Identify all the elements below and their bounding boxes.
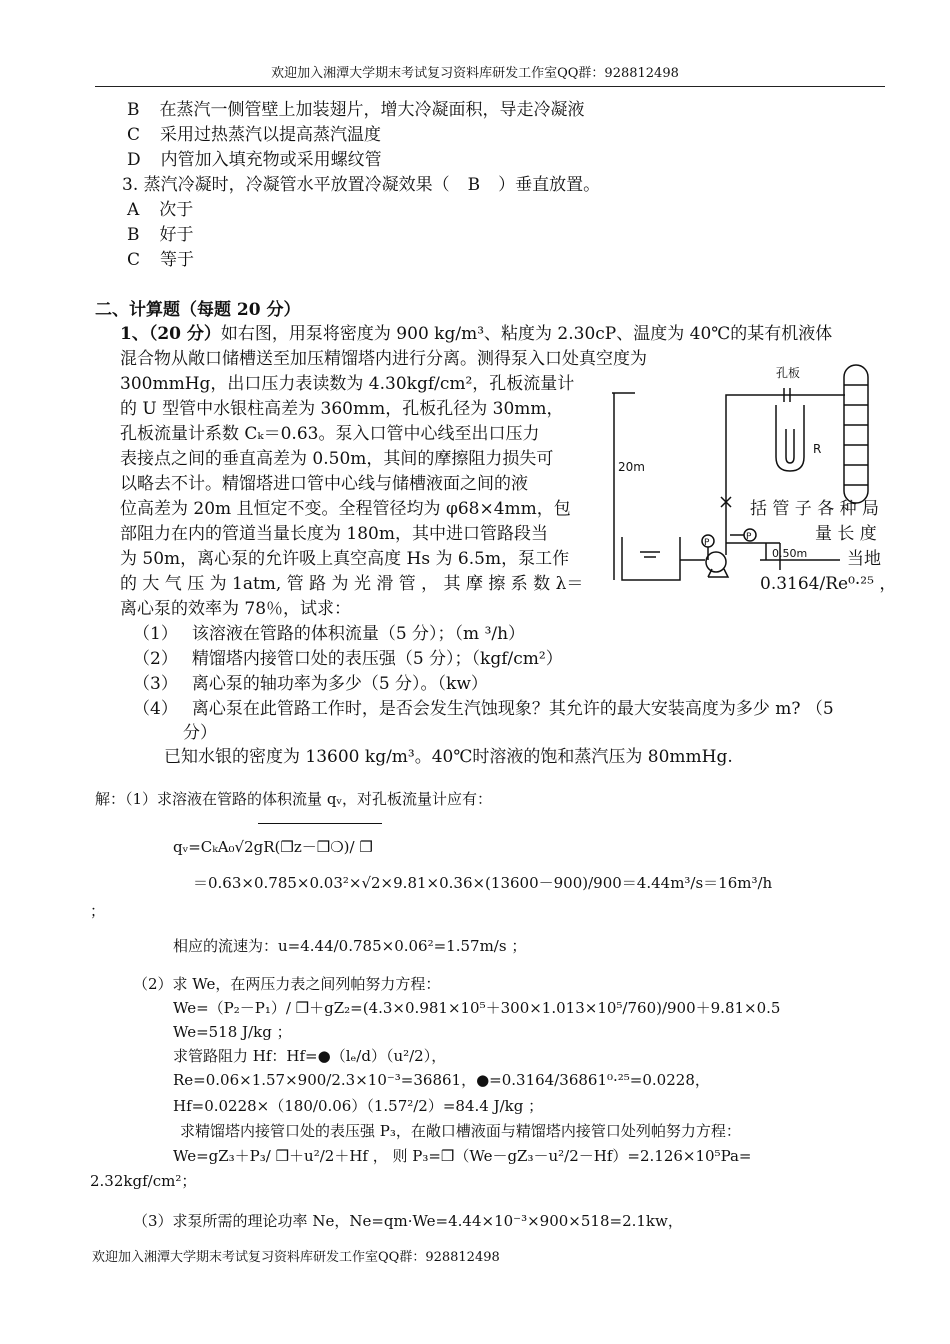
u-tube-manometer bbox=[776, 405, 804, 471]
right-fragment-4: 0.3164/Re⁰·²⁵ ， bbox=[760, 574, 897, 594]
problem1-line3: 300mmHg，出口压力表读数为 4.30kgf/cm²，孔板流量计 bbox=[120, 374, 575, 394]
label-r: R bbox=[813, 442, 822, 456]
calc-qv: ＝0.63×0.785×0.03²×√2×9.81×0.36×(13600－900)/900＝4.44m³/s＝16m³/h bbox=[193, 874, 773, 892]
option-d: D 内管加入填充物或采用螺纹管 bbox=[127, 150, 382, 170]
problem1-line5: 孔板流量计系数 Cₖ＝0.63。泵入口管中心线至出口压力 bbox=[120, 424, 540, 444]
q3-option-b: B 好于 bbox=[127, 225, 194, 245]
discharge-pipe bbox=[726, 395, 845, 555]
label-orifice: 孔板 bbox=[776, 366, 801, 380]
sub-question-2: （2） 精馏塔内接管口处的表压强（5 分）；（kgf/cm²） bbox=[133, 649, 563, 669]
problem1-line8: 位高差为 20m 且恒定不变。全程管径均为 φ68×4mm，包 bbox=[120, 499, 571, 519]
part2-hf-value: Hf=0.0228×（180/0.06）（1.57²/2）=84.4 J/kg ； bbox=[173, 1097, 544, 1115]
q3-option-c: C 等于 bbox=[127, 250, 195, 270]
problem1-line7: 以略去不计。精馏塔进口管中心线与储槽液面之间的液 bbox=[120, 474, 528, 494]
part3-line: （3）求泵所需的理论功率 Ne，Ne=qm·We=4.44×10⁻³×900×518=2.1kw， bbox=[133, 1212, 683, 1230]
question-3: 3. 蒸汽冷凝时，冷凝管水平放置冷凝效果（ B ）垂直放置。 bbox=[122, 175, 601, 195]
process-diagram bbox=[600, 355, 890, 585]
page-footer: 欢迎加入湘潭大学期末考试复习资料库研发工作室QQ群：928812498 bbox=[92, 1250, 500, 1265]
part2-p3-result: 2.32kgf/cm²； bbox=[90, 1172, 197, 1190]
page-header: 欢迎加入湘潭大学期末考试复习资料库研发工作室QQ群：928812498 bbox=[271, 66, 679, 81]
right-fragment-1: 括 管 子 各 种 局 bbox=[750, 499, 880, 519]
sub-question-4: （4） 离心泵在此管路工作时，是否会发生汽蚀现象？其允许的最大安装高度为多少 m? （5 bbox=[133, 699, 834, 719]
part2-p3-equation: We=gZ₃＋P₃/ ❒＋u²/2＋Hf ， 则 P₃=❒（We－gZ₃－u²/2－Hf）=2.126×10⁵Pa= bbox=[173, 1147, 752, 1165]
label-p-inlet: P bbox=[704, 538, 710, 548]
label-p-outlet: P bbox=[746, 532, 752, 542]
solution-intro: 解：（1）求溶液在管路的体积流量 qᵥ，对孔板流量计应有： bbox=[95, 790, 493, 808]
sqrt-overline bbox=[258, 823, 382, 824]
right-fragment-3: 当地 bbox=[847, 549, 881, 569]
sub-question-1: （1） 该溶液在管路的体积流量（5 分）；（m ³/h） bbox=[133, 624, 526, 644]
sub-question-4-tail: 分） bbox=[183, 723, 217, 743]
option-c: C 采用过热蒸汽以提高蒸汽温度 bbox=[127, 125, 382, 145]
calc-semicolon: ； bbox=[90, 902, 106, 920]
pump bbox=[706, 552, 726, 572]
problem1-line6: 表接点之间的垂直高差为 0.50m，其间的摩擦阻力损失可 bbox=[120, 449, 554, 469]
formula-qv: qᵥ=CₖA₀√2gR(❒z－❒❍)/ ❒ bbox=[173, 838, 373, 856]
section-title: 二、计算题（每题 20 分） bbox=[95, 300, 301, 320]
part2-hf: 求管路阻力 Hf：Hf=●（lₑ/d）（u²/2）， bbox=[173, 1047, 447, 1065]
right-fragment-2: 量 长 度 bbox=[815, 524, 877, 544]
storage-tank bbox=[622, 537, 680, 580]
part2-we: We=518 J/kg ； bbox=[173, 1023, 292, 1041]
part2-re: Re=0.06×1.57×900/2.3×10⁻³=36861，●=0.3164/36861⁰·²⁵=0.0228， bbox=[173, 1071, 710, 1089]
problem1-line10: 为 50m，离心泵的允许吸上真空高度 Hs 为 6.5m，泵工作 bbox=[120, 549, 570, 569]
known-data: 已知水银的密度为 13600 kg/m³。40℃时溶液的饱和蒸汽压为 80mmHg. bbox=[164, 747, 733, 767]
label-20m: 20m bbox=[618, 460, 645, 474]
q3-option-a: A 次于 bbox=[127, 200, 194, 220]
part2-title: （2）求 We，在两压力表之间列帕努力方程： bbox=[133, 975, 441, 993]
velocity-line: 相应的流速为：u=4.44/0.785×0.06²=1.57m/s ； bbox=[173, 937, 527, 955]
problem1-line1: 1、（20 分）如右图，用泵将密度为 900 kg/m³、粘度为 2.30cP、温度为 40℃的某有机液体 bbox=[120, 324, 833, 344]
label-050m: 0.50m bbox=[772, 547, 808, 560]
problem1-line4: 的 U 型管中水银柱高差为 360mm，孔板孔径为 30mm， bbox=[120, 399, 564, 419]
problem1-line12: 离心泵的效率为 78％，试求： bbox=[120, 599, 352, 619]
part2-p3-title: 求精馏塔内接管口处的表压强 P₃，在敞口槽液面与精馏塔内接管口处列帕努力方程： bbox=[180, 1122, 741, 1140]
problem1-line9: 部阻力在内的管道当量长度为 180m，其中进口管路段当 bbox=[120, 524, 548, 544]
option-b: B 在蒸汽一侧管壁上加装翅片，增大冷凝面积，导走冷凝液 bbox=[127, 100, 585, 120]
sub-question-3: （3） 离心泵的轴功率为多少（5 分）。（kw） bbox=[133, 674, 488, 694]
part2-equation: We=（P₂－P₁）/ ❒＋gZ₂=(4.3×0.981×10⁵＋300×1.013×10⁵/760)/900＋9.81×0.5 bbox=[173, 999, 781, 1017]
header-rule bbox=[95, 86, 885, 87]
problem1-line2: 混合物从敞口储槽送至加压精馏塔内进行分离。测得泵入口处真空度为 bbox=[120, 349, 647, 369]
problem1-line11: 的 大 气 压 为 1atm, 管 路 为 光 滑 管 ， 其 摩 擦 系 数 λ＝ bbox=[120, 574, 584, 594]
